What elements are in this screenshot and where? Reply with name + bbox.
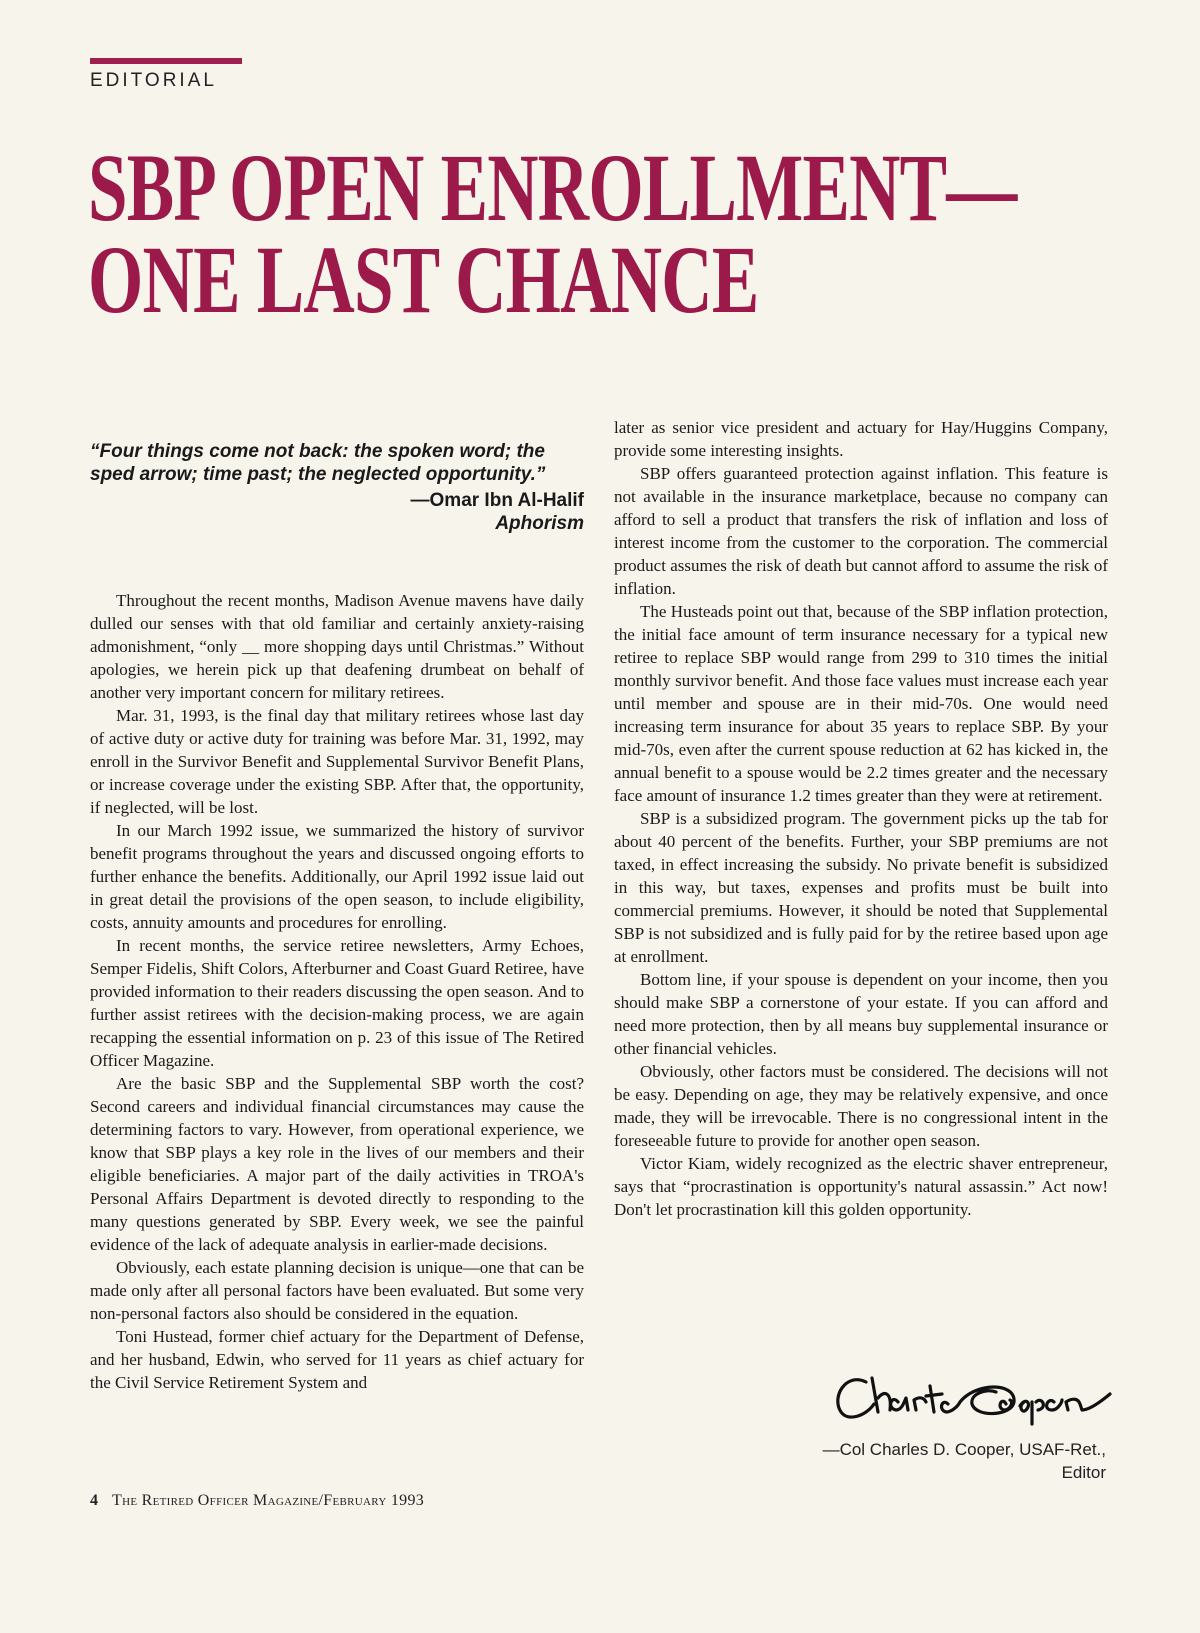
epigraph-source: Aphorism [495, 513, 584, 534]
headline [88, 134, 1017, 333]
section-label: EDITORIAL [90, 70, 217, 91]
paragraph: Obviously, other factors must be considered. The decisions will not be easy. Depending on age, they may be relatively expensive, and once made, they will be irrevocable. There is no congressional intent in the foreseeable future to provide for another open season. [614, 1062, 1108, 1150]
paragraph: Bottom line, if your spouse is dependent on your income, then you should make SBP a cornerstone of your estate. If you can afford and need more protection, then by all means buy supplemental insurance or other financial vehicles. [614, 970, 1108, 1058]
headline-line-2: ONE LAST CHANCE [88, 226, 759, 333]
publication-line: The Retired Officer Magazine/February 1993 [112, 1492, 425, 1509]
paragraph: In recent months, the service retiree newsletters, Army Echoes, Semper Fidelis, Shift Colors, Afterburner and Coast Guard Retiree, have provided information to their readers discussing the open season. And to further assist retirees with the decision-making process, we are again recapping the essential information on p. 23 of this issue of The Retired Officer Magazine. [90, 936, 584, 1070]
paragraph: Victor Kiam, widely recognized as the electric shaver entrepreneur, says that “procrastination is opportunity's natural assassin.” Act now! Don't let procrastination kill this golden opportunity. [614, 1154, 1108, 1219]
epigraph-author: —Omar Ibn Al-Halif [410, 490, 584, 511]
paragraph: SBP is a subsidized program. The government picks up the tab for about 40 percent of the benefits. Further, your SBP premiums are not taxed, in effect increasing the subsidy. No private benefit is subsidized in this way, but taxes, expenses and profits must be built into commercial premiums. However, it should be noted that Supplemental SBP is not subsidized and is fully paid for by the retiree based upon age at enrollment. [614, 809, 1108, 966]
left-column [90, 440, 584, 1394]
page-number: 4 [90, 1492, 98, 1509]
paragraph: The Husteads point out that, because of the SBP inflation protection, the initial face amount of term insurance necessary for a typical new retiree to replace SBP would range from 299 to 310 times the initial monthly survivor benefit. And those face values must increase each year until member and spouse are in their mid-70s. One would need increasing term insurance for about 35 years to replace SBP. By your mid-70s, even after the current spouse reduction at 62 has kicked in, the annual benefit to a spouse would be 2.2 times greater and the necessary face amount of insurance 1.2 times greater than they were at retirement. [614, 602, 1108, 805]
signer-block [823, 1438, 1106, 1484]
paragraph: later as senior vice president and actuary for Hay/Huggins Company, provide some interesting insights. [614, 418, 1108, 460]
paragraph: Throughout the recent months, Madison Avenue mavens have daily dulled our senses with that old familiar and certainly anxiety-raising admonishment, “only __ more shopping days until Christmas.” Without apologies, we herein pick up that deafening drumbeat on behalf of another very important concern for military retirees. [90, 591, 584, 702]
paragraph: SBP offers guaranteed protection against inflation. This feature is not available in the insurance marketplace, because no company can afford to sell a product that transfers the risk of inflation and loss of interest income from the customer to the corporation. The commercial product assumes the risk of death but cannot afford to assume the risk of inflation. [614, 464, 1108, 598]
section-rule [90, 58, 242, 64]
signer-title: Editor [1061, 1463, 1106, 1482]
epigraph-quote: “Four things come not back: the spoken word; the sped arrow; time past; the neglected opportunity.” [90, 441, 546, 485]
right-column [614, 416, 1108, 1221]
signer-name: —Col Charles D. Cooper, USAF-Ret., [822, 1440, 1106, 1459]
editor-signature [826, 1352, 1116, 1442]
paragraph: Are the basic SBP and the Supplemental SBP worth the cost? Second careers and individual financial circumstances may cause the determining factors to vary. However, from operational experience, we know that SBP plays a key role in the lives of our members and their eligible beneficiaries. A major part of the daily activities in TROA's Personal Affairs Department is devoted directly to responding to the many questions generated by SBP. Every week, we see the painful evidence of the lack of adequate analysis in earlier-made decisions. [90, 1074, 584, 1254]
page-footer [90, 1492, 424, 1510]
paragraph: Obviously, each estate planning decision is unique—one that can be made only after all personal factors have been evaluated. But some very non-personal factors also should be considered in the equation. [90, 1258, 584, 1323]
headline-line-1: SBP OPEN ENROLLMENT— [88, 134, 1017, 241]
paragraph: Toni Hustead, former chief actuary for the Department of Defense, and her husband, Edwin, who served for 11 years as chief actuary for the Civil Service Retirement System and [90, 1327, 584, 1392]
paragraph: Mar. 31, 1993, is the final day that military retirees whose last day of active duty or active duty for training was before Mar. 31, 1992, may enroll in the Survivor Benefit and Supplemental Survivor Benefit Plans, or increase coverage under the existing SBP. After that, the opportunity, if neglected, will be lost. [90, 706, 584, 817]
paragraph: In our March 1992 issue, we summarized the history of survivor benefit programs throughout the years and discussed ongoing efforts to further enhance the benefits. Additionally, our April 1992 issue laid out in great detail the provisions of the open season, to include eligibility, costs, annuity amounts and procedures for enrolling. [90, 821, 584, 932]
